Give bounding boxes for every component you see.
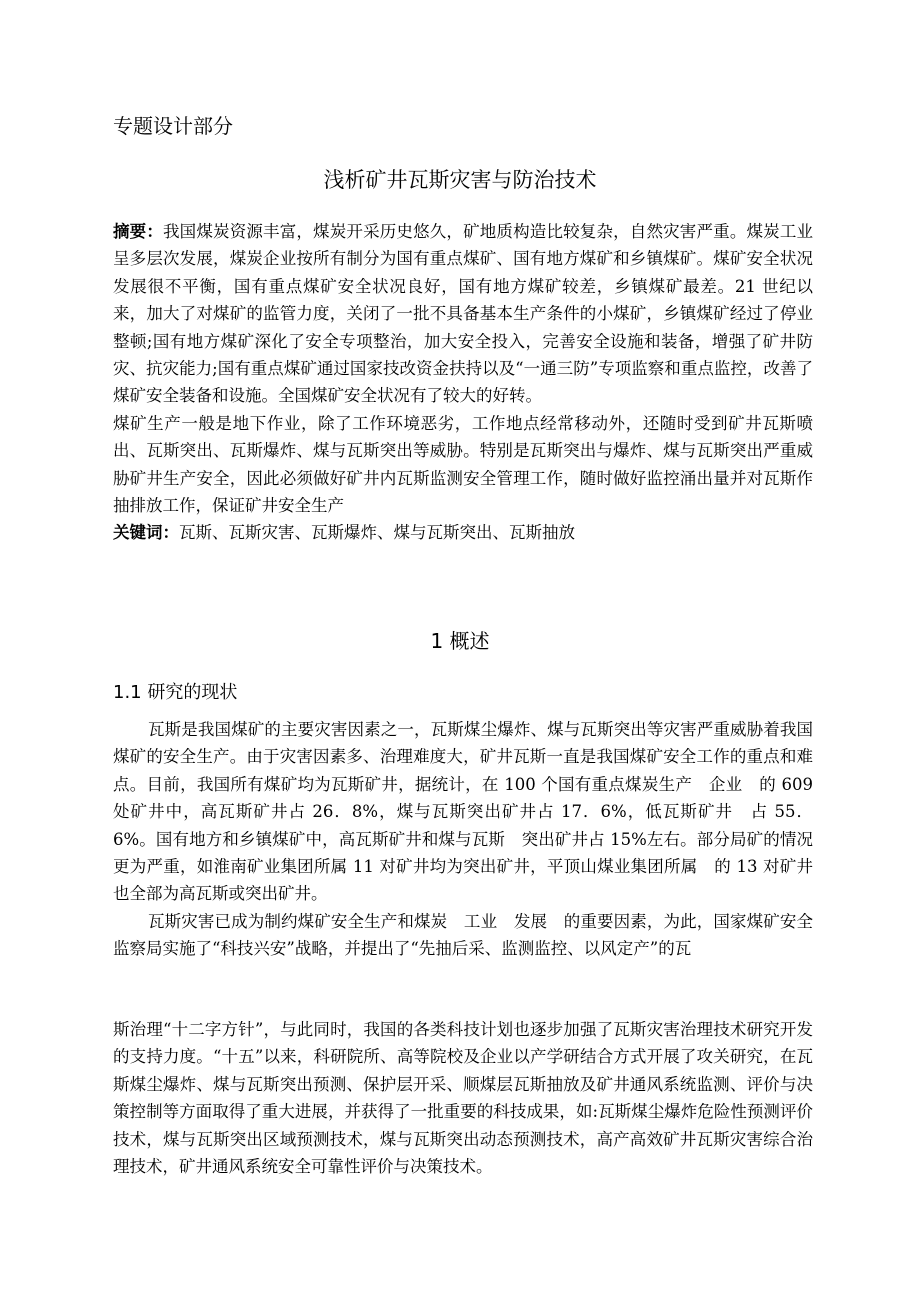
body-paragraph: 瓦斯是我国煤矿的主要灾害因素之一，瓦斯煤尘爆炸、煤与瓦斯突出等灾害严重威胁着我国煤矿的安全生产。由于灾害因素多、治理难度大，矿井瓦斯一直是我国煤矿安全工作的重点和难点。目前，我国所有煤矿均为瓦斯矿井，据统计，在 100 个国有重点煤炭生产 企业 的 609 处矿井中，高瓦斯矿井占 26．8%，煤与瓦斯突出矿井占 17．6%，低瓦斯矿井 占 55．6%。国有地方和乡镇煤矿中，高瓦斯矿井和煤与瓦斯 突出矿井占 15%左右。部分局矿的情况更为严重，如淮南矿业集团所属 11 对矿井均为突出矿井，平顶山煤业集团所属 的 13 对矿井也全部为高瓦斯或突出矿井。 xyxy=(113,720,813,904)
abstract-block xyxy=(113,218,813,547)
keywords-text: 瓦斯、瓦斯灾害、瓦斯爆炸、煤与瓦斯突出、瓦斯抽放 xyxy=(179,523,575,543)
chapter-heading: 1 概述 xyxy=(430,629,490,653)
abstract-text: 我国煤炭资源丰富，煤炭开采历史悠久，矿地质构造比较复杂，自然灾害严重。煤炭工业呈多层次发展，煤炭企业按所有制分为国有重点煤矿、国有地方煤矿和乡镇煤矿。煤矿安全状况发展很不平衡，国有重点煤矿安全状况良好，国有地方煤矿较差，乡镇煤矿最差。21 世纪以来，加大了对煤矿的监管力度，关闭了一批不具备基本生产条件的小煤矿，乡镇煤矿经过了停业整顿;国有地方煤矿深化了安全专项整治，加大安全投入，完善安全设施和装备，增强了矿井防灾、抗灾能力;国有重点煤矿通过国家技改资金扶持以及“一通三防”专项监察和重点监控，改善了煤矿安全装备和设施。全国煤矿安全状况有了较大的好转。 xyxy=(113,222,814,406)
keywords-paragraph xyxy=(113,519,813,546)
paper-title: 浅析矿井瓦斯灾害与防治技术 xyxy=(323,168,597,192)
abstract-label: 摘要： xyxy=(113,222,164,241)
keywords-label: 关键词： xyxy=(113,523,179,543)
body-paragraph: 斯治理“十二字方针”，与此同时，我国的各类科技计划也逐步加强了瓦斯灾害治理技术研究开发的支持力度。“十五”以来，科研院所、高等院校及企业以产学研结合方式开展了攻关研究，在瓦斯煤尘爆炸、煤与瓦斯突出预测、保护层开采、顺煤层瓦斯抽放及矿井通风系统监测、评价与决策控制等方面取得了重大进展，并获得了一批重要的科技成果，如:瓦斯煤尘爆炸危险性预测评价技术，煤与瓦斯突出区域预测技术，煤与瓦斯突出动态预测技术，高产高效矿井瓦斯灾害综合治理技术，矿井通风系统安全可靠性评价与决策技术。 xyxy=(113,1020,813,1177)
abstract-paragraph-2: 煤矿生产一般是地下作业，除了工作环境恶劣，工作地点经常移动外，还随时受到矿井瓦斯喷出、瓦斯突出、瓦斯爆炸、煤与瓦斯突出等威胁。特别是瓦斯突出与爆炸、煤与瓦斯突出严重威胁矿井生产安全，因此必须做好矿井内瓦斯监测安全管理工作，随时做好监控涌出量并对瓦斯作抽排放工作，保证矿井安全生产 xyxy=(113,413,813,516)
section-body-1 xyxy=(113,716,813,963)
section-label: 专题设计部分 xyxy=(113,114,233,138)
section-body-2 xyxy=(113,1016,813,1180)
abstract-paragraph xyxy=(113,218,813,410)
section-heading: 1.1 研究的现状 xyxy=(113,682,238,703)
body-paragraph: 瓦斯灾害已成为制约煤矿安全生产和煤炭 工业 发展 的重要因素，为此，国家煤矿安全监察局实施了“科技兴安”战略，并提出了“先抽后采、监测监控、以风定产”的瓦 xyxy=(113,911,813,959)
